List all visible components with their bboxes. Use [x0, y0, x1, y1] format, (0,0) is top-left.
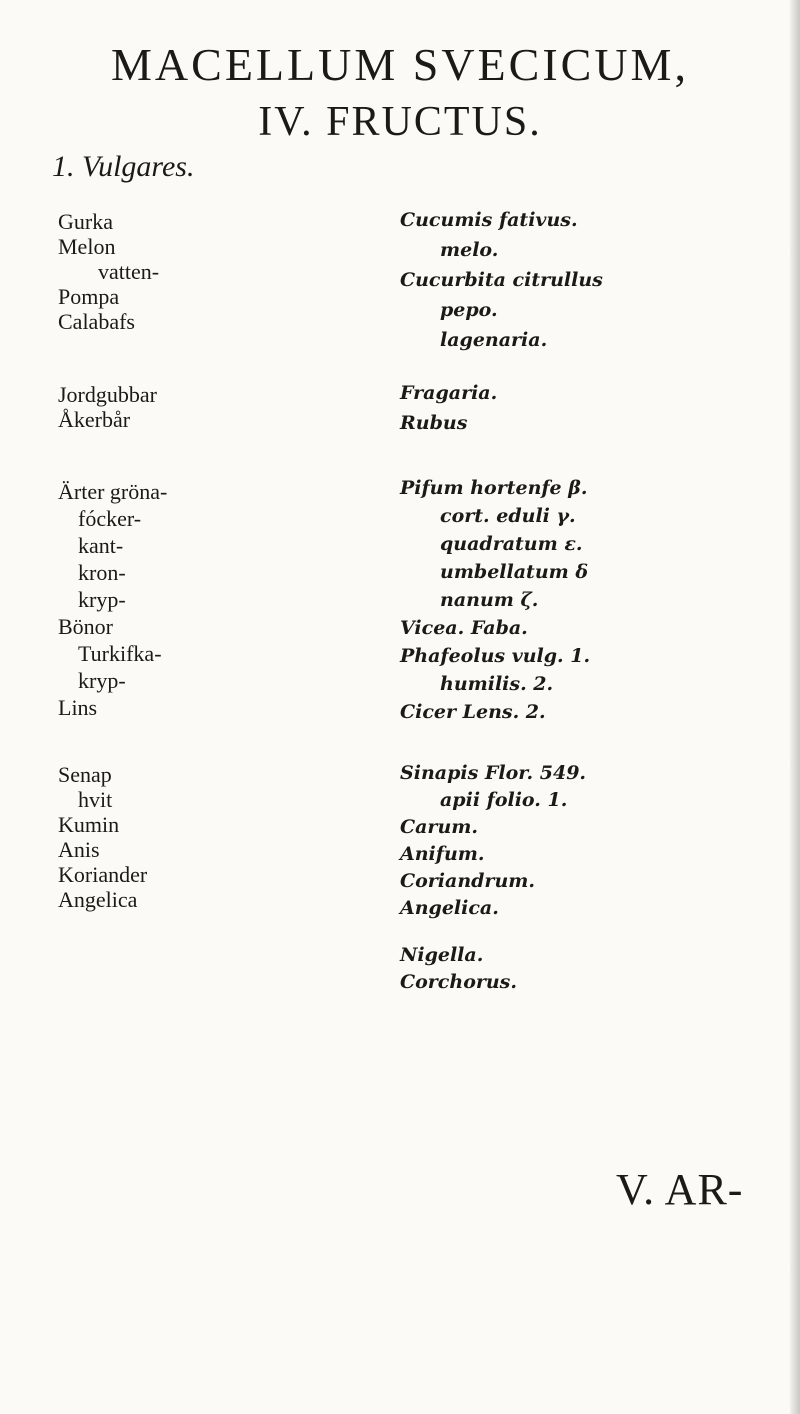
swedish-name: Lins	[58, 695, 98, 720]
latin-name: Cucurbita citrullus	[400, 269, 603, 291]
swedish-name: Gurka	[58, 209, 113, 234]
swedish-name: Ärter gröna-	[58, 479, 168, 504]
swedish-name: Pompa	[58, 284, 120, 309]
swedish-name: Koriander	[58, 862, 148, 887]
swedish-name: kant-	[78, 533, 124, 558]
latin-name: Carum.	[400, 816, 478, 838]
latin-list-1	[400, 205, 603, 355]
latin-name: Anifum.	[400, 843, 485, 865]
latin-name: quadratum ε.	[440, 533, 583, 555]
swedish-name: Senap	[58, 762, 112, 787]
page-title: MACELLUM SVECICUM,	[111, 39, 689, 90]
latin-name: Sinapis Flor. 549.	[400, 762, 587, 784]
swedish-name: hvit	[78, 787, 113, 812]
swedish-name: vatten-	[98, 259, 160, 284]
latin-name: apii folio. 1.	[440, 789, 568, 811]
latin-list-3	[400, 474, 590, 726]
latin-name: Corchorus.	[400, 971, 517, 993]
latin-name: Fragaria.	[400, 382, 498, 404]
swedish-name: Calabafs	[58, 309, 135, 334]
latin-name: pepo.	[440, 299, 498, 321]
latin-name: lagenaria.	[440, 329, 548, 351]
latin-list-4	[400, 760, 586, 922]
swedish-name: Åkerbår	[58, 407, 131, 432]
swedish-name: kryp-	[78, 587, 126, 612]
latin-name: Cicer Lens. 2.	[400, 701, 546, 723]
latin-list-2	[400, 378, 497, 438]
latin-name: humilis. 2.	[440, 673, 554, 695]
swedish-name: Jordgubbar	[58, 382, 157, 407]
swedish-name: Turkifka-	[78, 641, 162, 666]
latin-name: Coriandrum.	[400, 870, 535, 892]
swedish-name: Melon	[58, 234, 116, 259]
swedish-name: kryp-	[78, 668, 126, 693]
swedish-list-4	[58, 762, 147, 912]
latin-list-5	[400, 942, 517, 996]
latin-name: nanum ζ.	[440, 589, 539, 611]
latin-name: Cucumis fativus.	[400, 209, 578, 231]
swedish-name: fócker-	[78, 506, 142, 531]
swedish-name: Kumin	[58, 812, 120, 837]
latin-name: melo.	[440, 239, 499, 261]
page-edge-shadow	[790, 0, 800, 1414]
latin-name: umbellatum δ	[440, 561, 589, 583]
latin-name: Phafeolus vulg. 1.	[400, 645, 591, 667]
latin-name: Rubus	[400, 412, 468, 434]
latin-name: Vicea. Faba.	[400, 617, 528, 639]
swedish-list-2	[58, 382, 157, 432]
latin-name: cort. eduli γ.	[440, 505, 576, 527]
swedish-name: kron-	[78, 560, 126, 585]
swedish-name: Anis	[58, 837, 100, 862]
catchword: V. AR-	[616, 1165, 744, 1214]
subsection-title: 1. Vulgares.	[52, 150, 195, 183]
latin-name: Pifum hortenfe β.	[400, 477, 588, 499]
latin-name: Angelica.	[400, 897, 499, 919]
swedish-list-1	[58, 209, 159, 334]
swedish-list-3	[58, 478, 167, 721]
swedish-name: Angelica	[58, 887, 138, 912]
latin-name: Nigella.	[400, 944, 484, 966]
section-title: IV. FRUCTUS.	[258, 99, 542, 145]
swedish-name: Bönor	[58, 614, 113, 639]
